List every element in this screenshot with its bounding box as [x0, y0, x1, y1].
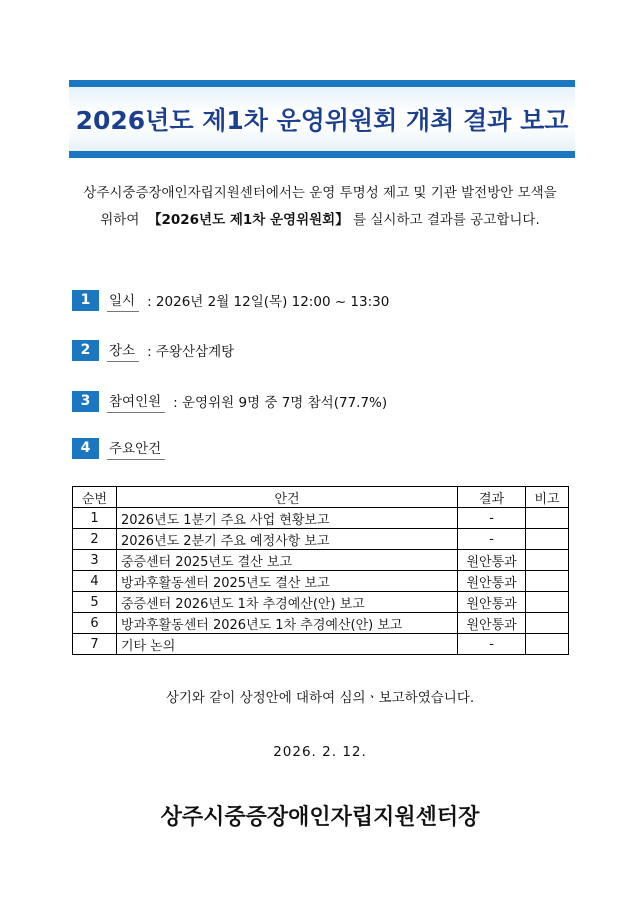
row-item: 2026년도 2분기 주요 예정사항 보고 [116, 529, 457, 550]
row-item: 방과후활동센터 2026년도 1차 추경예산(안) 보고 [116, 613, 457, 634]
row-item: 중증센터 2026년도 1차 추경예산(안) 보고 [116, 592, 457, 613]
row-result: - [458, 529, 526, 550]
row-result: - [458, 508, 526, 529]
intro-line-2-prefix: 위하여 [100, 212, 140, 228]
row-number: 2 [73, 529, 117, 550]
section-agenda [72, 436, 173, 460]
row-note [526, 529, 569, 550]
section-location [72, 338, 234, 362]
section-label: 참여인원 [107, 390, 165, 413]
row-number: 7 [73, 634, 117, 655]
header-result: 결과 [458, 487, 526, 508]
signature-org: 상주시중증장애인자립지원센터장 [160, 805, 480, 830]
intro-line-1: 상주시중증장애인자립지원센터에서는 운영 투명성 제고 및 기관 발전방안 모색을 [83, 185, 557, 201]
row-note [526, 634, 569, 655]
section-value: : 주왕산삼계탕 [147, 344, 235, 360]
document-title: 2026년도 제1차 운영위원회 개최 결과 보고 [75, 106, 569, 135]
title-banner [69, 80, 575, 158]
row-note [526, 508, 569, 529]
section-attendance [72, 389, 387, 413]
row-item: 2026년도 1분기 주요 사업 현황보고 [116, 508, 457, 529]
row-result: 원안통과 [458, 550, 526, 571]
row-number: 3 [73, 550, 117, 571]
table-row [73, 571, 569, 592]
section-number: 1 [72, 290, 99, 311]
table-row [73, 529, 569, 550]
header-item: 안건 [116, 487, 457, 508]
row-number: 6 [73, 613, 117, 634]
section-label: 주요안건 [107, 437, 165, 460]
row-result: 원안통과 [458, 613, 526, 634]
header-note: 비고 [526, 487, 569, 508]
section-number: 3 [72, 391, 99, 412]
row-result: 원안통과 [458, 592, 526, 613]
row-number: 1 [73, 508, 117, 529]
intro-line-2-bold: 【2026년도 제1차 운영위원회】 [147, 212, 349, 228]
row-note [526, 550, 569, 571]
intro-line-2 [60, 207, 580, 234]
closing-statement: 상기와 같이 상정안에 대하여 심의ㆍ보고하였습니다. [165, 690, 475, 706]
section-date [72, 288, 389, 312]
header-number: 순번 [73, 487, 117, 508]
section-number: 2 [72, 340, 99, 361]
section-number: 4 [72, 438, 99, 459]
table-row [73, 613, 569, 634]
intro-paragraph [60, 180, 580, 234]
row-note [526, 571, 569, 592]
row-item: 기타 논의 [116, 634, 457, 655]
row-item: 방과후활동센터 2025년도 결산 보고 [116, 571, 457, 592]
intro-line-2-suffix: 를 실시하고 결과를 공고합니다. [353, 212, 540, 228]
table-row [73, 508, 569, 529]
section-label: 장소 [107, 339, 139, 362]
row-item: 중증센터 2025년도 결산 보고 [116, 550, 457, 571]
row-note [526, 592, 569, 613]
table-row [73, 550, 569, 571]
table-row [73, 634, 569, 655]
row-number: 4 [73, 571, 117, 592]
row-result: 원안통과 [458, 571, 526, 592]
table-row [73, 592, 569, 613]
section-value: : 운영위원 9명 중 7명 참석(77.7%) [173, 395, 388, 411]
table-header-row [73, 487, 569, 508]
row-number: 5 [73, 592, 117, 613]
row-result: - [458, 634, 526, 655]
document-date: 2026. 2. 12. [273, 744, 367, 760]
section-label: 일시 [107, 289, 139, 312]
agenda-table [72, 486, 569, 655]
row-note [526, 613, 569, 634]
section-value: : 2026년 2월 12일(목) 12:00 ~ 13:30 [147, 294, 390, 310]
